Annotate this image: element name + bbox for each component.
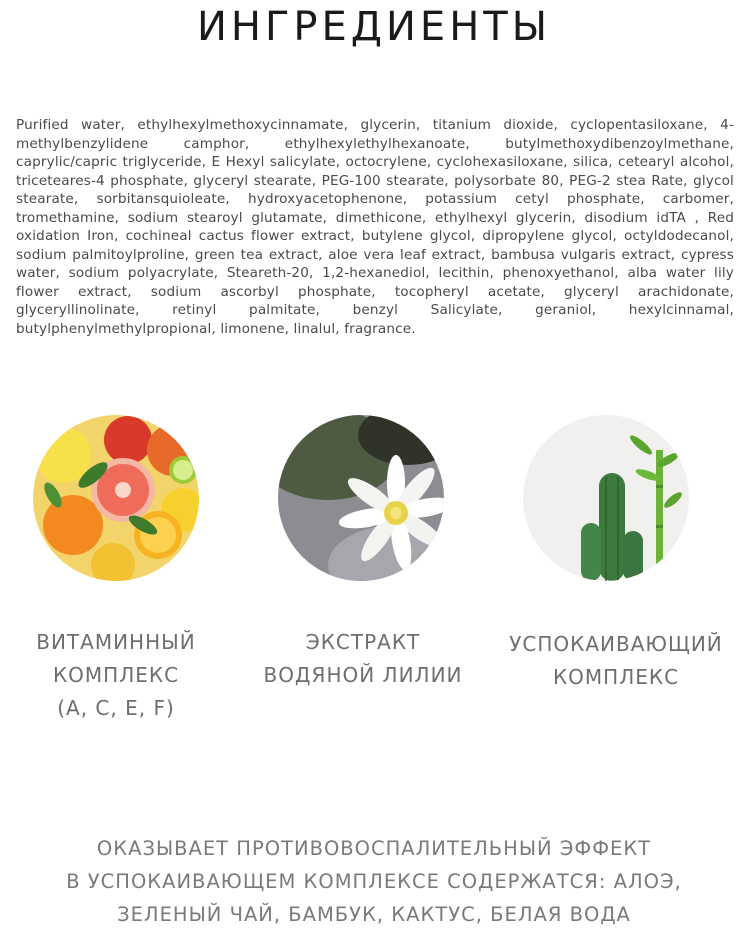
feature-line: (A, C, E, F) <box>57 696 175 720</box>
feature-line: ВИТАМИННЫЙ <box>36 630 196 654</box>
effect-line: ОКАЗЫВАЕТ ПРОТИВОВОСПАЛИТЕЛЬНЫЙ ЭФФЕКТ <box>96 837 652 860</box>
effect-line: В УСПОКАИВАЮЩЕМ КОМПЛЕКСЕ СОДЕРЖАТСЯ: АЛОЭ, <box>66 870 682 893</box>
ingredients-list: Purified water, ethylhexylmethoxycinnamate, glycerin, titanium dioxide, cyclopentasiloxane, 4-methylbenzylidene camphor, ethylhexylethylhexanoate, butylmethoxydibenzoylmethane, caprylic/capric triglyceride, E Hexyl salicylate, octocrylene, cyclohexasiloxane, silica, cetearyl alcohol, triceteares-4 phosphate, glyceryl stearate, PEG-100 stearate, polysorbate 80, PEG-2 stea Rate, glycol stearate, sorbitansquioleate, hydroxyacetophenone, potassium cetyl phosphate, carbomer, tromethamine, sodium stearoyl glutamate, dimethicone, ethylhexyl glycerin, disodium idTA , Red oxidation Iron, cochineal cactus flower extract, butylene glycol, dipropylene glycol, octyldodecanol, sodium palmitoylproline, green tea extract, aloe vera leaf extract, bambusa vulgaris extract, cypress water, sodium polyacrylate, Steareth-20, 1,2-hexanediol, lecithin, phenoxyethanol, alba water lily flower extract, sodium ascorbyl phosphate, tocopheryl acetate, glyceryl arachidonate, glyceryllinolinate, retinyl palmitate, benzyl Salicylate, geraniol, hexylcinnamal, butylphenylmethylpropional, limonene, linalul, fragrance. <box>16 117 734 337</box>
feature-line: КОМПЛЕКС <box>52 663 180 687</box>
feature-line: КОМПЛЕКС <box>552 665 680 689</box>
feature-soothing-complex <box>486 628 746 694</box>
page-title: ИНГРЕДИЕНТЫ <box>196 4 552 50</box>
feature-line: ЭКСТРАКТ <box>305 630 421 654</box>
cactus-bamboo-image <box>523 415 689 581</box>
feature-water-lily-extract <box>243 626 483 692</box>
feature-line: УСПОКАИВАЮЩИЙ <box>509 632 723 656</box>
effect-line: ЗЕЛЕНЫЙ ЧАЙ, БАМБУК, КАКТУС, БЕЛАЯ ВОДА <box>117 903 631 926</box>
feature-line: ВОДЯНОЙ ЛИЛИИ <box>263 663 463 687</box>
water-lily-image <box>278 415 444 581</box>
citrus-fruits-image <box>33 415 199 581</box>
feature-vitamin-complex <box>0 626 236 725</box>
effect-description <box>0 832 748 931</box>
